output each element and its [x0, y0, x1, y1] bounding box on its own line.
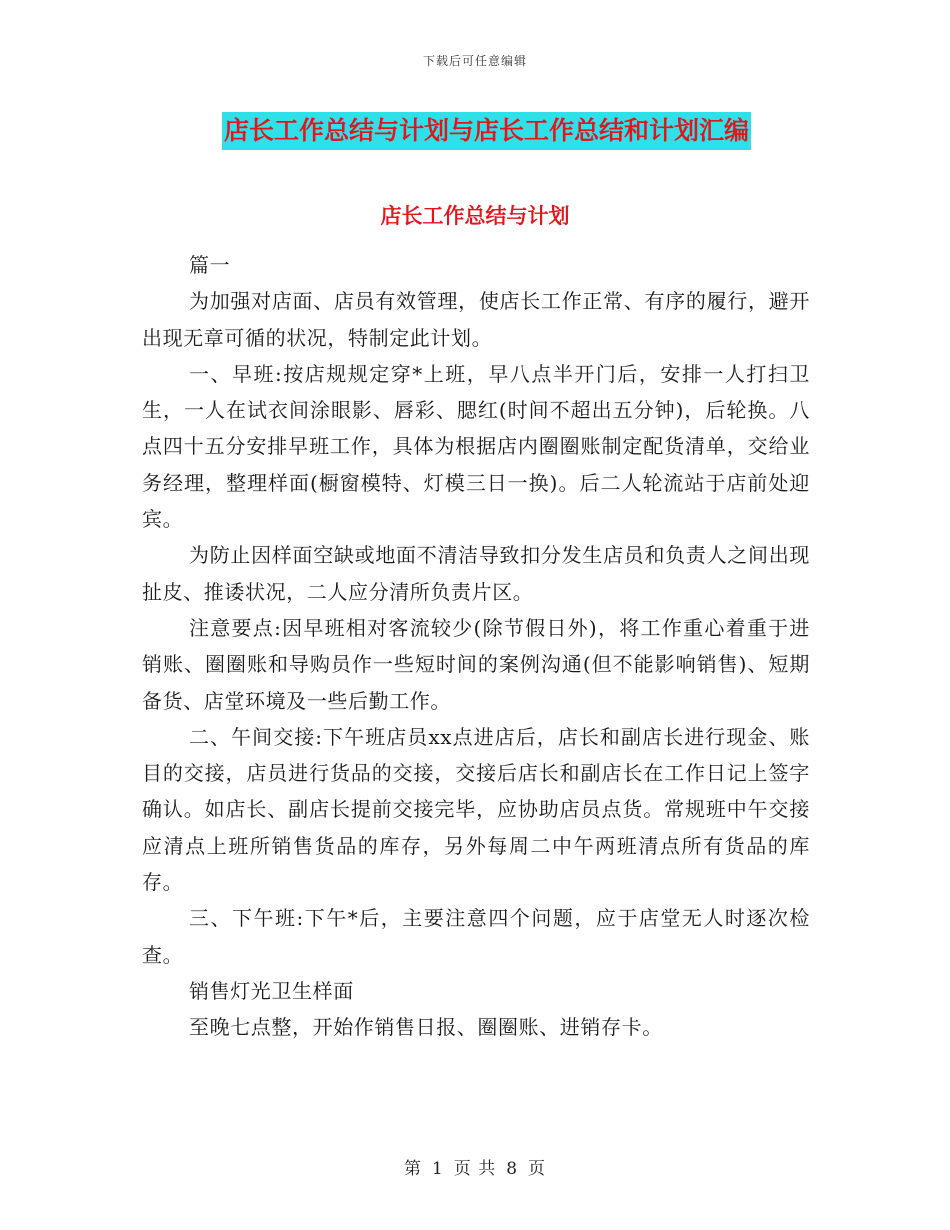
- paragraph: 一、早班:按店规规定穿*上班，早八点半开门后，安排一人打扫卫生，一人在试衣间涂眼影、唇彩、腮红(时间不超出五分钟)，后轮换。八点四十五分安排早班工作，具体为根据店内圈圈账制定配货清单，交给业务经理，整理样面(橱窗模特、灯模三日一换)。后二人轮流站于店前处迎宾。: [142, 361, 810, 532]
- page-footer: [0, 1154, 950, 1179]
- footer-mid: 页 共: [453, 1159, 497, 1179]
- section-title: 店长工作总结与计划: [380, 204, 570, 228]
- document-title: 店长工作总结与计划与店长工作总结和计划汇编: [222, 112, 751, 150]
- paragraph: 至晚七点整，开始作销售日报、圈圈账、进销存卡。: [189, 1015, 663, 1040]
- paragraph: 为加强对店面、店员有效管理，使店长工作正常、有序的履行，避开出现无章可循的状况，特制定此计划。: [142, 289, 810, 350]
- footer-suffix: 页: [528, 1159, 547, 1179]
- paragraph-label: 篇一: [189, 253, 231, 277]
- document-body: [142, 247, 810, 1046]
- paragraph: 二、午间交接:下午班店员xx点进店后，店长和副店长进行现金、账目的交接，店员进行货品的交接，交接后店长和副店长在工作日记上签字确认。如店长、副店长提前交接完毕，应协助店员点货。常规班中午交接应清点上班所销售货品的库存，另外每周二中午两班清点所有货品的库存。: [142, 724, 810, 895]
- page-total: 8: [506, 1159, 519, 1179]
- paragraph: 销售灯光卫生样面: [189, 978, 354, 1003]
- paragraph: 为防止因样面空缺或地面不清洁导致扣分发生店员和负责人之间出现扯皮、推诿状况，二人应分清所负责片区。: [142, 543, 810, 604]
- paragraph: 注意要点:因早班相对客流较少(除节假日外)，将工作重心着重于进销账、圈圈账和导购员作一些短时间的案例沟通(但不能影响销售)、短期备货、店堂环境及一些后勤工作。: [142, 615, 810, 713]
- paragraph: 三、下午班:下午*后，主要注意四个问题，应于店堂无人时逐次检查。: [142, 906, 810, 967]
- footer-prefix: 第: [403, 1159, 422, 1179]
- page-number: 1: [431, 1159, 444, 1179]
- header-note: 下载后可任意编辑: [422, 54, 527, 68]
